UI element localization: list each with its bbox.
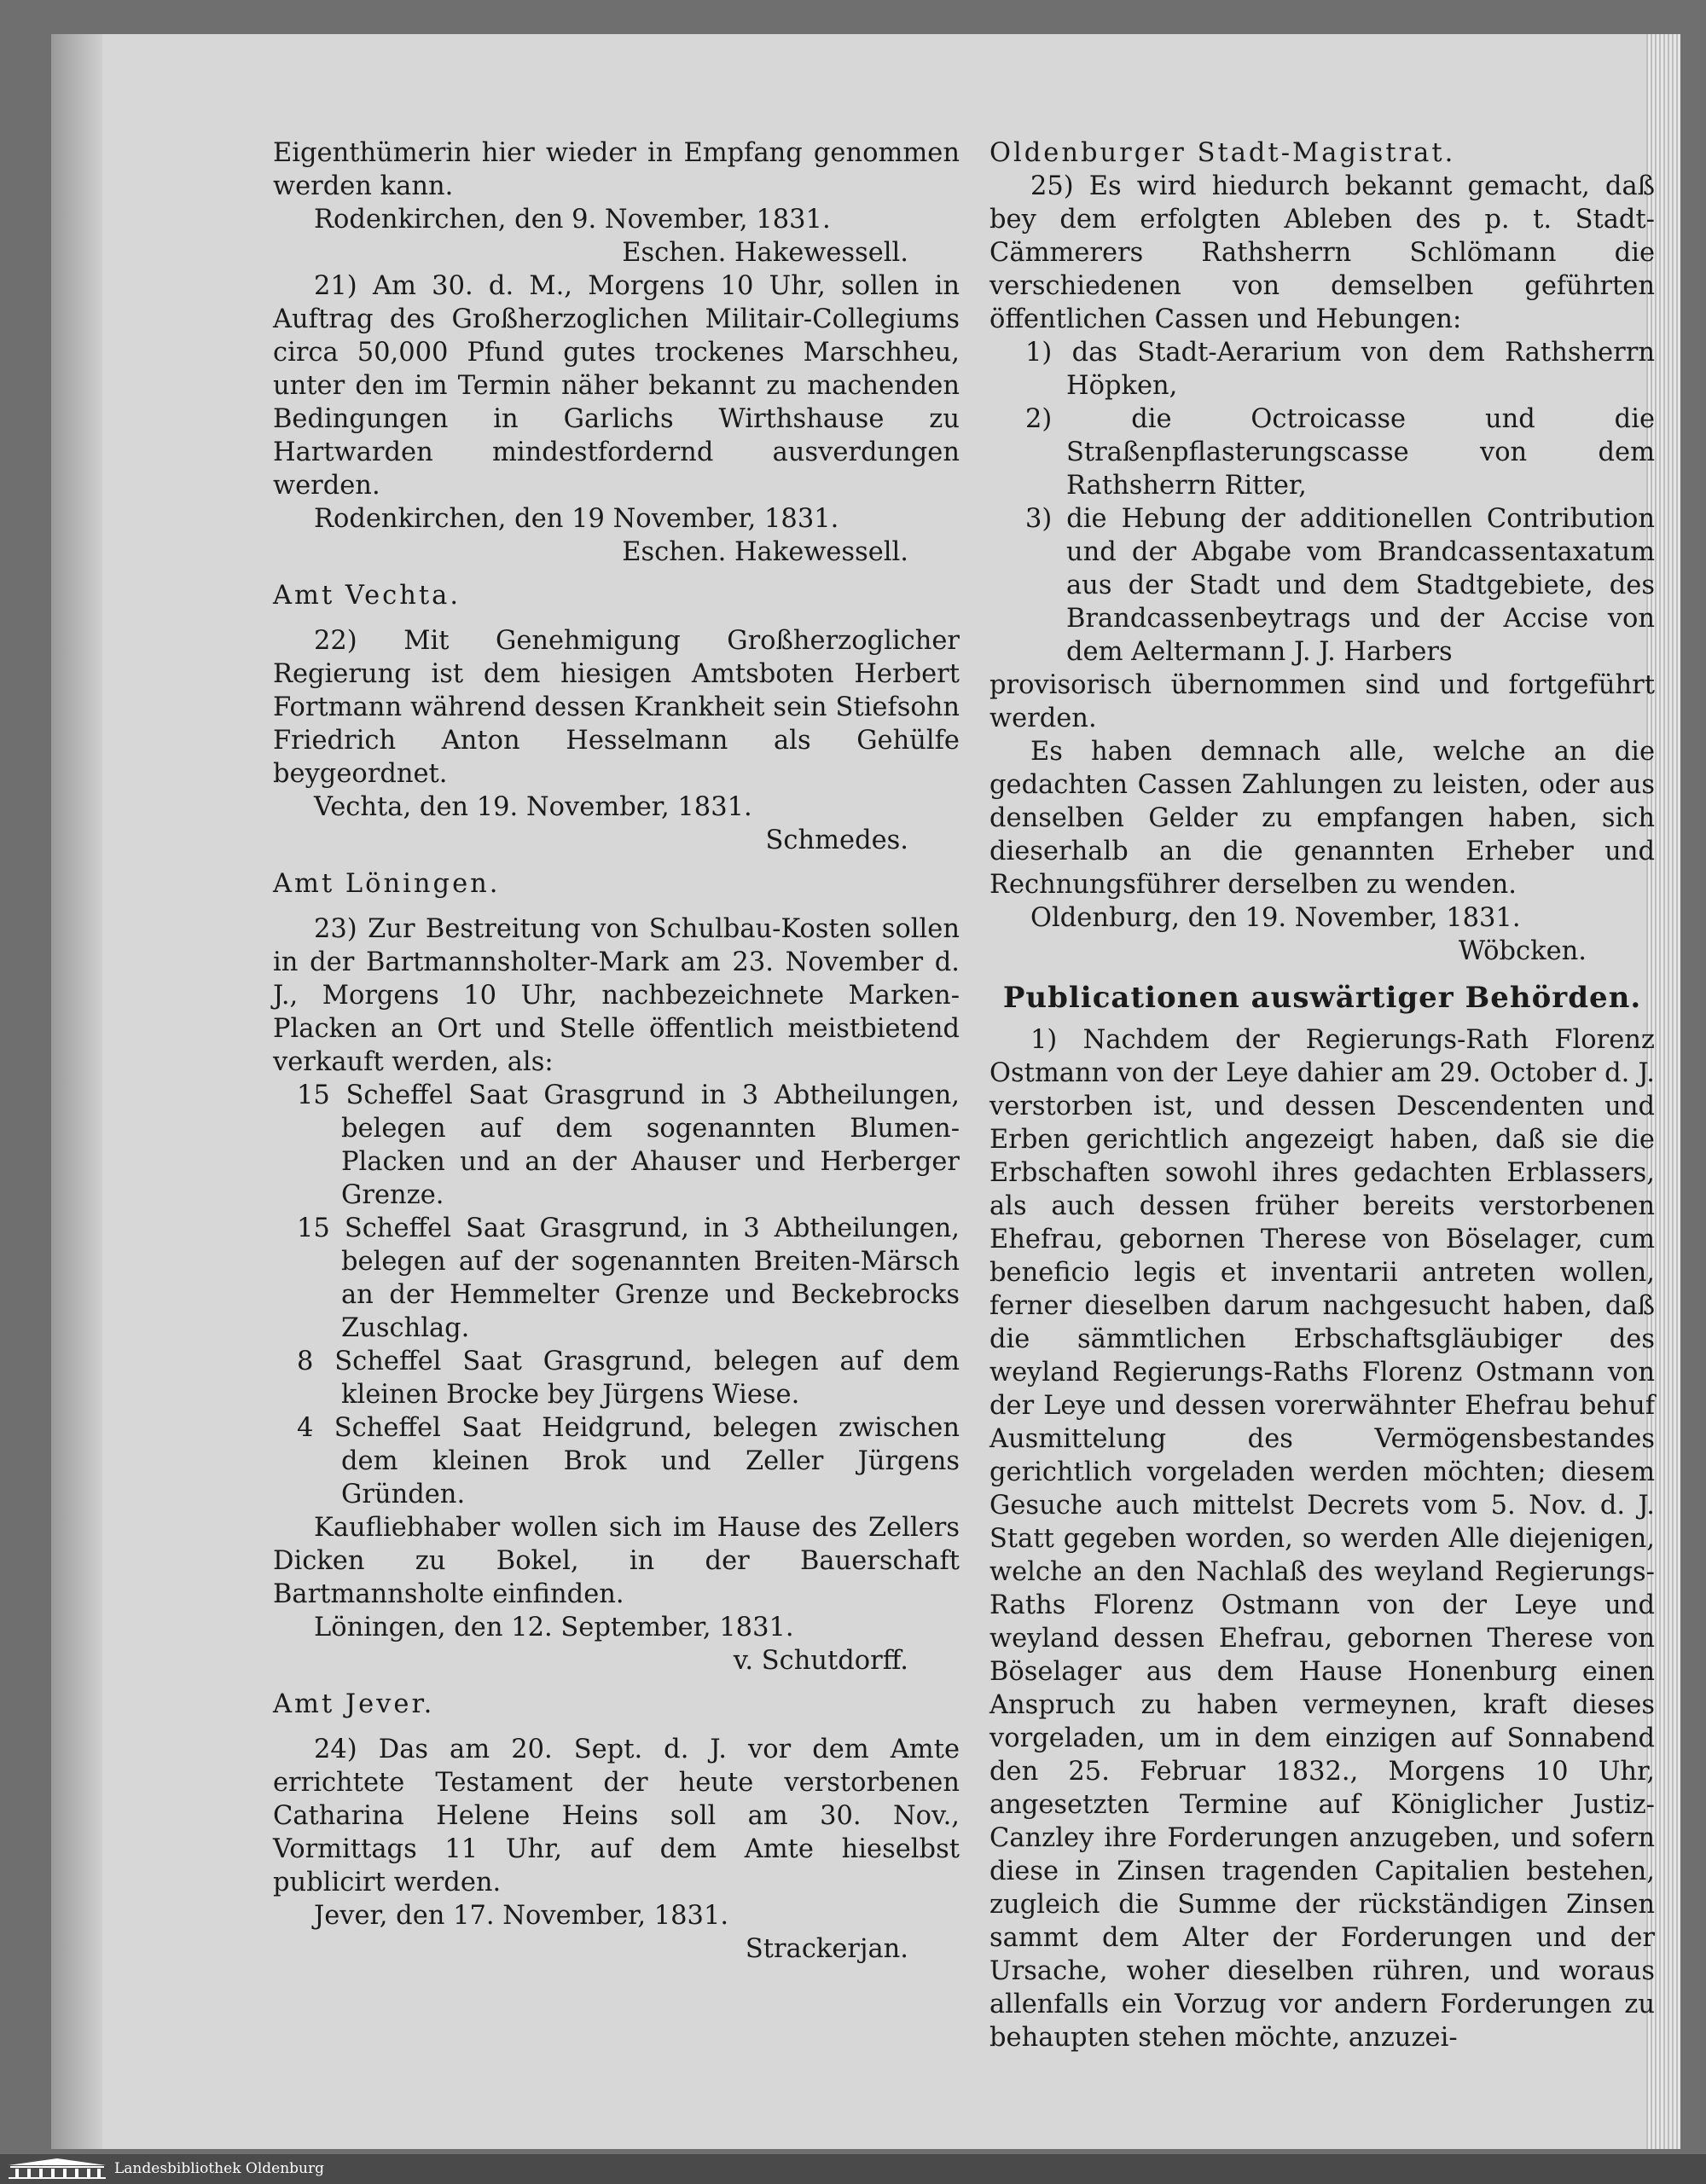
section-heading-jever: Amt Jever.	[273, 1689, 435, 1719]
library-name[interactable]: Landesbibliothek Oldenburg	[114, 2160, 325, 2177]
notice-23: 23) Zur Bestreitung von Schulbau-Kosten sollen in der Bartmannsholter-Mark am 23. November d. J., Morgens 10 Uhr, nachbezeichnete Marken-Placken an Ort und Stelle öffentlich meistbietend verkauft werden, als:	[273, 914, 960, 1077]
notice-24: 24) Das am 20. Sept. d. J. vor dem Amte errichtete Testament der heute verstorbenen Catharina Helene Heins soll am 30. Nov., Vormittags 11 Uhr, auf dem Amte hieselbst publicirt werden.	[273, 1735, 960, 1897]
section-heading-loeningen: Amt Löningen.	[273, 869, 501, 899]
dateline: Rodenkirchen, den 19 November, 1831.	[314, 504, 839, 534]
list-item: 15 Scheffel Saat Grasgrund, in 3 Abtheilungen, belegen auf der sogenannten Breiten-Märsch an der Hemmelter Grenze und Beckebrocks Zuschlag.	[297, 1214, 960, 1343]
library-building-icon	[7, 2158, 107, 2180]
list-item: 3) die Hebung der additionellen Contribution und der Abgabe vom Brandcassentaxatum aus der Stadt und dem Stadtgebiete, des Brandcassenbeytrags und der Accise von dem Aeltermann J. J. Harbers	[1025, 504, 1655, 667]
footer-bar	[0, 2154, 1706, 2184]
signature: v. Schutdorff.	[733, 1646, 908, 1676]
notice-25: 25) Es wird hiedurch bekannt gemacht, daß bey dem erfolgten Ableben des p. t. Stadt-Cämmerers Rathsherrn Schlömann die verschiedenen von demselben geführten öffentlichen Cassen und Hebungen:	[989, 171, 1655, 334]
signature: Eschen. Hakewessell.	[622, 238, 908, 268]
list-item: 15 Scheffel Saat Grasgrund in 3 Abtheilungen, belegen auf dem sogenannten Blumen-Placken und an der Ahauser und Herberger Grenze.	[297, 1080, 960, 1210]
right-column	[989, 136, 1655, 2054]
dateline: Jever, den 17. November, 1831.	[314, 1901, 729, 1931]
dateline: Löningen, den 12. September, 1831.	[314, 1613, 794, 1642]
signature: Schmedes.	[765, 826, 908, 855]
left-column	[273, 136, 960, 1966]
dateline: Vechta, den 19. November, 1831.	[314, 792, 752, 822]
page-gutter-shadow	[51, 34, 102, 2149]
signature: Wöbcken.	[1458, 936, 1587, 966]
list-item: 8 Scheffel Saat Grasgrund, belegen auf dem kleinen Brocke bey Jürgens Wiese.	[297, 1347, 960, 1410]
dateline: Oldenburg, den 19. November, 1831.	[1030, 903, 1521, 933]
list-item: 4 Scheffel Saat Heidgrund, belegen zwischen dem kleinen Brok und Zeller Jürgens Gründen.	[297, 1413, 960, 1509]
section-heading-vechta: Amt Vechta.	[273, 581, 461, 611]
list-item: 1) das Stadt-Aerarium von dem Rathsherrn Höpken,	[1025, 338, 1655, 401]
paragraph: provisorisch übernommen sind und fortgeführt werden.	[989, 670, 1655, 733]
paragraph: Kaufliebhaber wollen sich im Hause des Zellers Dicken zu Bokel, in der Bauerschaft Bartmannsholte einfinden.	[273, 1513, 960, 1609]
notice-publication-1: 1) Nachdem der Regierungs-Rath Florenz Ostmann von der Leye dahier am 29. October d. J. verstorben ist, und dessen Descendenten und Erben gerichtlich angezeigt haben, daß sie die Erbschaften sowohl ihres gedachten Erblassers, als auch dessen früher bereits verstorbenen Ehefrau, gebornen Therese von Böselager, cum beneficio legis et inventarii antreten wollen, ferner dieselben darum nachgesucht haben, daß die sämmtlichen Erbschaftsgläubiger des weyland Regierungs-Raths Florenz Ostmann von der Leye und dessen vorerwähnter Ehefrau behuf Ausmittelung des Vermögensbestandes gerichtlich vorgeladen werden möchten; diesem Gesuche auch mittelst Decrets vom 5. Nov. d. J. Statt gegeben worden, so werden Alle diejenigen, welche an den Nachlaß des weyland Regierungs-Raths Florenz Ostmann von der Leye und weyland dessen Ehefrau, gebornen Therese von Böselager aus dem Hause Honenburg einen Anspruch zu haben vermeynen, kraft dieses vorgeladen, um in dem einzigen auf Sonnabend den 25. Februar 1832., Morgens 10 Uhr, angesetzten Termine auf Königlicher Justiz-Canzley ihre Forderungen anzugeben, und sofern diese in Zinsen tragenden Capitalien bestehen, zugleich die Summe der rückständigen Zinsen sammt dem Alter der Forderungen und der Ursache, woher dieselben rühren, und woraus allenfalls ein Vorzug vor andern Forderungen zu behaupten stehen möchte, anzuzei-	[989, 1025, 1655, 2053]
paragraph-continuation: Eigenthümerin hier wieder in Empfang genommen werden kann.	[273, 138, 960, 201]
notice-22: 22) Mit Genehmigung Großherzoglicher Regierung ist dem hiesigen Amtsboten Herbert Fortmann während dessen Krankheit sein Stiefsohn Friedrich Anton Hesselmann als Gehülfe beygeordnet.	[273, 626, 960, 789]
dateline: Rodenkirchen, den 9. November, 1831.	[314, 205, 831, 235]
signature: Eschen. Hakewessell.	[622, 537, 908, 567]
section-heading-stadt-magistrat: Oldenburger Stadt-Magistrat.	[989, 138, 1456, 168]
notice-21: 21) Am 30. d. M., Morgens 10 Uhr, sollen in Auftrag des Großherzoglichen Militair-Collegiums circa 50,000 Pfund gutes trockenes Marschheu, unter den im Termin näher bekannt zu machenden Bedingungen in Garlichs Wirthshause zu Hartwarden mindestfordernd ausverdungen werden.	[273, 271, 960, 501]
section-heading-publicationen: Publicationen auswärtiger Behörden.	[1002, 981, 1642, 1015]
list-item: 2) die Octroicasse und die Straßenpflasterungscasse von dem Rathsherrn Ritter,	[1025, 404, 1655, 501]
signature: Strackerjan.	[745, 1934, 908, 1964]
paragraph: Es haben demnach alle, welche an die gedachten Cassen Zahlungen zu leisten, oder aus denselben Gelder zu empfangen haben, sich dieserhalb an die genannten Erheber und Rechnungsführer derselben zu wenden.	[989, 737, 1655, 900]
